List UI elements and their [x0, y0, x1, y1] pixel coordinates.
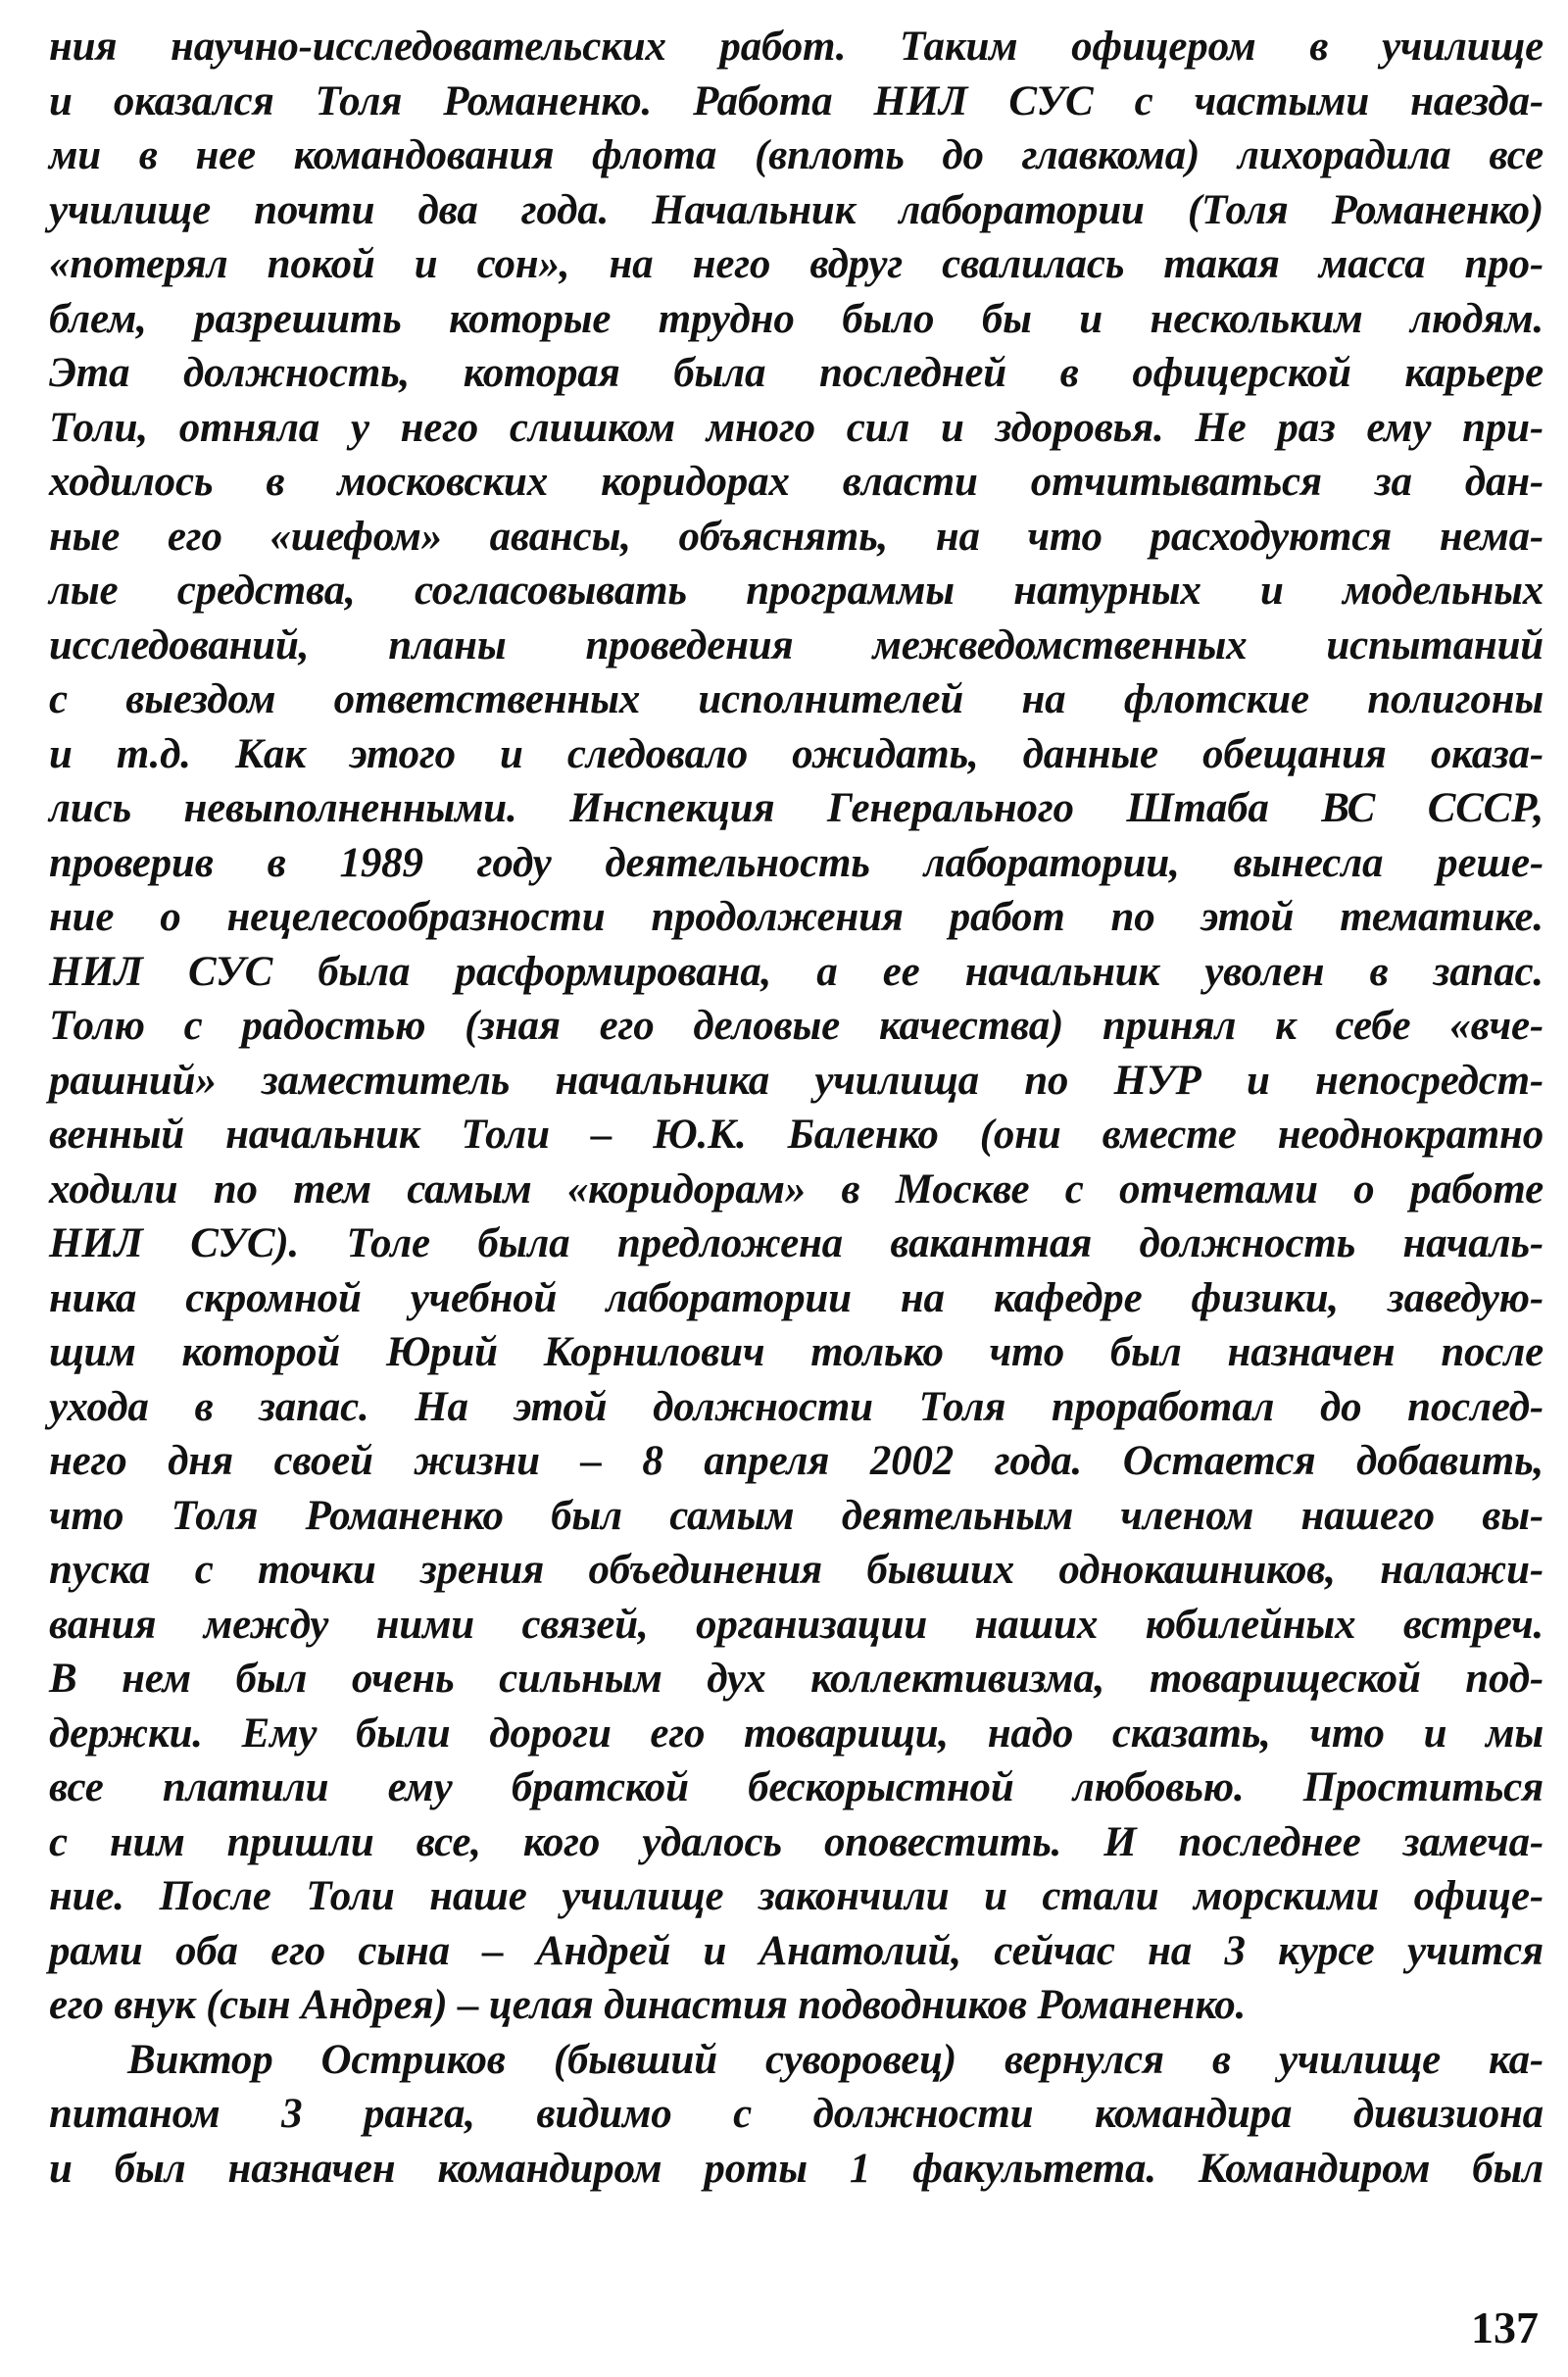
text-line: ние. После Толи наше училище закончили и стали морскими офице- — [49, 1873, 1544, 1919]
text-line: рашний» заместитель начальника училища по НУР и непосредст- — [49, 1057, 1544, 1104]
body-text — [49, 20, 1544, 2196]
text-line: венный начальник Толи – Ю.К. Баленко (они вместе неоднократно — [49, 1112, 1544, 1158]
text-line: пуска с точки зрения объединения бывших однокашников, налажи- — [49, 1547, 1544, 1593]
text-line: НИЛ СУС). Толе была предложена вакантная должность началь- — [49, 1220, 1544, 1266]
text-line: Виктор Остриков (бывший суворовец) вернулся в училище ка- — [127, 2036, 1544, 2083]
text-line: Эта должность, которая была последней в офицерской карьере — [49, 350, 1544, 396]
page-number: 137 — [1471, 2303, 1539, 2352]
text-line: ника скромной учебной лаборатории на кафедре физики, заведую- — [49, 1274, 1544, 1321]
text-line: ухода в запас. На этой должности Толя проработал до послед- — [49, 1383, 1544, 1430]
paragraph-2 — [49, 2033, 1544, 2197]
text-line: щим которой Юрий Корнилович только что был назначен после — [49, 1329, 1544, 1375]
text-line: питаном 3 ранга, видимо с должности командира дивизиона — [49, 2091, 1544, 2137]
text-line: ходили по тем самым «коридорам» в Москве с отчетами о работе — [49, 1165, 1544, 1213]
text-line: и оказался Толя Романенко. Работа НИЛ СУС с частыми наезда- — [49, 77, 1544, 124]
text-line: ми в нее командования флота (вплоть до главкома) лихорадила все — [49, 132, 1544, 178]
text-line: «потерял покой и сон», на него вдруг свалилась такая масса про- — [49, 241, 1544, 287]
text-line: и т.д. Как этого и следовало ожидать, данные обещания оказа- — [49, 730, 1544, 777]
text-line: вания между ними связей, организации наших юбилейных встреч. — [49, 1601, 1544, 1648]
text-line: него дня своей жизни – 8 апреля 2002 года. Остается добавить, — [49, 1438, 1544, 1484]
text-line: рами оба его сына – Андрей и Анатолий, сейчас на 3 курсе учится — [49, 1927, 1544, 1974]
text-line: что Толя Романенко был самым деятельным членом нашего вы- — [49, 1492, 1544, 1539]
text-line: держки. Ему были дороги его товарищи, надо сказать, что и мы — [49, 1709, 1544, 1757]
text-line: его внук (сын Андрея) – целая династия подводников Романенко. — [49, 1982, 1247, 2028]
text-line: с ним пришли все, кого удалось оповестить. И последнее замеча- — [49, 1818, 1544, 1865]
text-line: ния научно-исследовательских работ. Таким офицером в училище — [49, 24, 1544, 70]
text-line: училище почти два года. Начальник лаборатории (Толя Романенко) — [49, 186, 1544, 233]
text-line: В нем был очень сильным дух коллективизма, товарищеской под- — [49, 1656, 1544, 1702]
text-line: НИЛ СУС была расформирована, а ее начальник уволен в запас. — [49, 948, 1544, 995]
text-line: ные его «шефом» авансы, объяснять, на что расходуются нема- — [49, 513, 1544, 560]
text-line: проверив в 1989 году деятельность лаборатории, вынесла реше- — [49, 839, 1544, 886]
text-line: с выездом ответственных исполнителей на флотские полигоны — [49, 676, 1544, 722]
text-line: все платили ему братской бескорыстной любовью. Проститься — [49, 1764, 1544, 1810]
text-line: лись невыполненными. Инспекция Генерального Штаба ВС СССР, — [49, 785, 1544, 831]
text-line: исследований, планы проведения межведомственных испытаний — [49, 621, 1544, 669]
text-line: Толи, отняла у него слишком много сил и здоровья. Не раз ему при- — [49, 404, 1544, 451]
text-line: и был назначен командиром роты 1 факультета. Командиром был — [49, 2145, 1544, 2192]
text-line: ние о нецелесообразности продолжения работ по этой тематике. — [49, 894, 1544, 940]
text-line: лые средства, согласовывать программы натурных и модельных — [49, 568, 1544, 614]
text-line: Толю с радостью (зная его деловые качества) принял к себе «вче- — [49, 1003, 1544, 1049]
text-line: ходилось в московских коридорах власти отчитываться за дан- — [49, 459, 1544, 505]
paragraph-1 — [49, 20, 1544, 2033]
text-line: блем, разрешить которые трудно было бы и нескольким людям. — [49, 295, 1544, 342]
